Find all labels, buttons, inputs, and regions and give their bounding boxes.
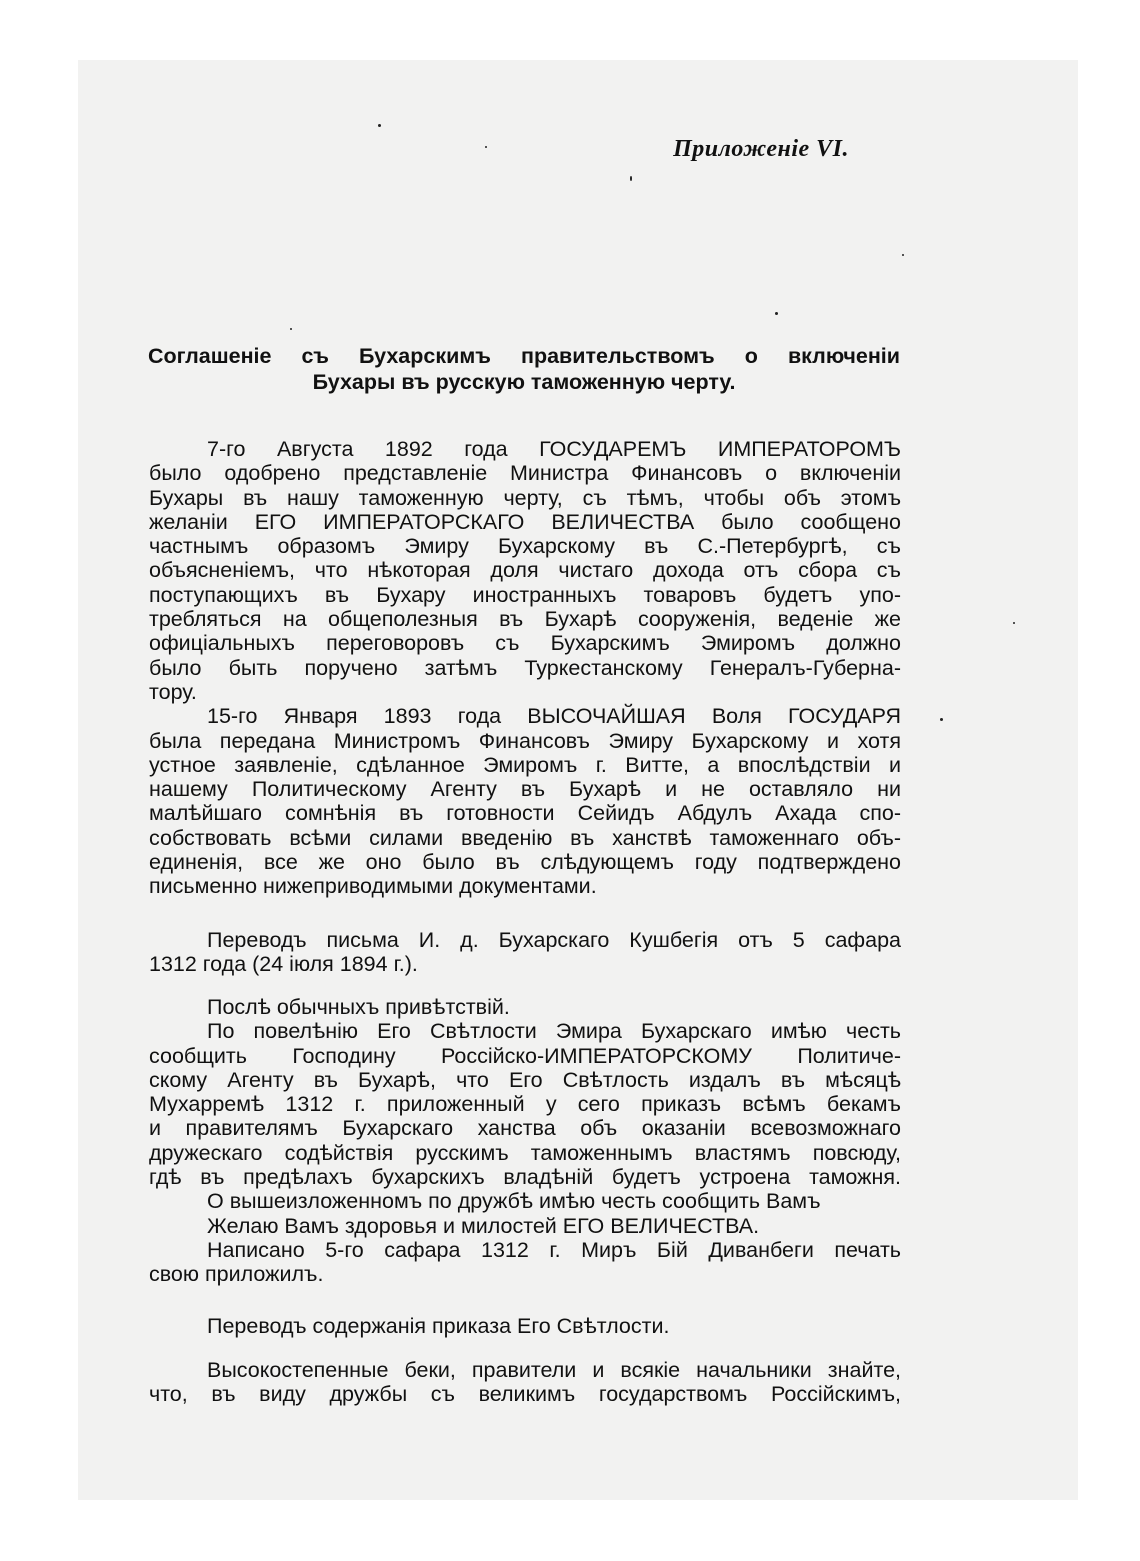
title-line-2: Бухары въ русскую таможенную черту.	[312, 370, 736, 394]
scan-speck	[940, 718, 943, 721]
letter-body	[149, 995, 901, 1287]
letter-heading	[149, 928, 901, 977]
text-line: была передана Министромъ Финансовъ Эмиру Бухарскому и хотя	[149, 728, 901, 753]
scan-speck	[1013, 622, 1015, 624]
text-line: поступающихъ въ Бухару иностранныхъ товаровъ будетъ упо-	[149, 582, 901, 607]
text-line: скому Агенту въ Бухарѣ, что Его Свѣтлость издалъ въ мѣсяцѣ	[149, 1067, 901, 1092]
text-line: нашему Политическому Агенту въ Бухарѣ и не оставляло ни	[149, 777, 901, 802]
text-line: Переводъ содержанiя приказа Его Свѣтлости.	[207, 1314, 670, 1338]
paragraph-agreement-history	[149, 437, 901, 899]
text-line: Послѣ обычныхъ привѣтствiй.	[207, 995, 510, 1019]
text-line: дружескаго содѣйствiя русскимъ таможеннымъ властямъ повсюду,	[149, 1140, 901, 1165]
text-line: частнымъ образомъ Эмиру Бухарскому въ С.-Петербургѣ, съ	[149, 534, 901, 559]
text-line: 1312 года (24 iюля 1894 г.).	[149, 952, 418, 977]
text-line: Написано 5-го сафара 1312 г. Миръ Бiй Диванбеги печать	[207, 1237, 901, 1262]
text-line: 7-го Августа 1892 года ГОСУДАРЕМЪ ИМПЕРАТОРОМЪ	[207, 437, 901, 461]
text-line: малѣйшаго сомнѣнiя въ готовности Сейидъ Абдулъ Ахада спо-	[149, 801, 901, 826]
order-body	[149, 1358, 901, 1407]
scan-speck	[378, 124, 381, 127]
text-line: свою приложилъ.	[149, 1262, 324, 1287]
title-line-1: Соглашенiе съ Бухарскимъ правительствомъ о включенiи	[148, 344, 900, 368]
text-line: единенiя, все же оно было въ слѣдующемъ году подтверждено	[149, 850, 901, 875]
text-line: желанiи ЕГО ИМПЕРАТОРСКАГО ВЕЛИЧЕСТВА было сообщено	[149, 509, 901, 534]
text-line: письменно нижеприводимыми документами.	[149, 874, 597, 899]
text-line: требляться на общеполезныя въ Бухарѣ сооруженiя, веденiе же	[149, 607, 901, 632]
text-line: Переводъ письма И. д. Бухарскаго Кушбегiя отъ 5 сафара	[207, 928, 901, 952]
text-line: О вышеизложенномъ по дружбѣ имѣю честь сообщить Вамъ	[207, 1189, 821, 1214]
text-line: и правителямъ Бухарскаго ханства объ оказанiи всевозможнаго	[149, 1116, 901, 1141]
text-line: было быть поручено затѣмъ Туркестанскому Генералъ-Губерна-	[149, 655, 901, 680]
text-line: объясненiемъ, что нѣкоторая доля чистаго дохода отъ сбора съ	[149, 558, 901, 583]
order-heading	[149, 1314, 901, 1338]
scan-speck	[902, 254, 904, 256]
document-title	[148, 343, 900, 395]
scan-speck	[290, 328, 292, 330]
text-line: сообщить Господину Россiйско-ИМПЕРАТОРСКОМУ Политиче-	[149, 1043, 901, 1068]
text-line: собствовать всѣми силами введенiю въ ханствѣ таможеннаго объ-	[149, 825, 901, 850]
text-line: Желаю Вамъ здоровья и милостей ЕГО ВЕЛИЧЕСТВА.	[207, 1213, 760, 1238]
text-line: офицiальныхъ переговоровъ съ Бухарскимъ Эмиромъ должно	[149, 631, 901, 656]
scan-speck	[485, 146, 487, 148]
text-line: Бухары въ нашу таможенную черту, съ тѣмъ, чтобы объ этомъ	[149, 485, 901, 510]
text-line: было одобрено представленiе Министра Финансовъ о включенiи	[149, 461, 901, 486]
text-line: 15-го Января 1893 года ВЫСОЧАЙШАЯ Воля ГОСУДАРЯ	[207, 704, 901, 729]
scan-speck	[775, 312, 778, 315]
text-line: что, въ виду дружбы съ великимъ государствомъ Россiйскимъ,	[149, 1382, 901, 1407]
text-line: Высокостепенные беки, правители и всякiе начальники знайте,	[207, 1358, 901, 1382]
appendix-label: Приложенiе VI.	[673, 136, 849, 162]
text-line: Мухарремѣ 1312 г. приложенный у сего приказъ всѣмъ бекамъ	[149, 1092, 901, 1117]
text-line: По повелѣнiю Его Свѣтлости Эмира Бухарскаго имѣю честь	[207, 1019, 901, 1044]
scan-speck	[630, 176, 632, 181]
text-line: тору.	[149, 679, 197, 704]
text-line: гдѣ въ предѣлахъ бухарскихъ владѣнiй будетъ устроена таможня.	[149, 1165, 901, 1190]
text-line: устное заявленiе, сдѣланное Эмиромъ г. Витте, а впослѣдствiи и	[149, 752, 901, 777]
